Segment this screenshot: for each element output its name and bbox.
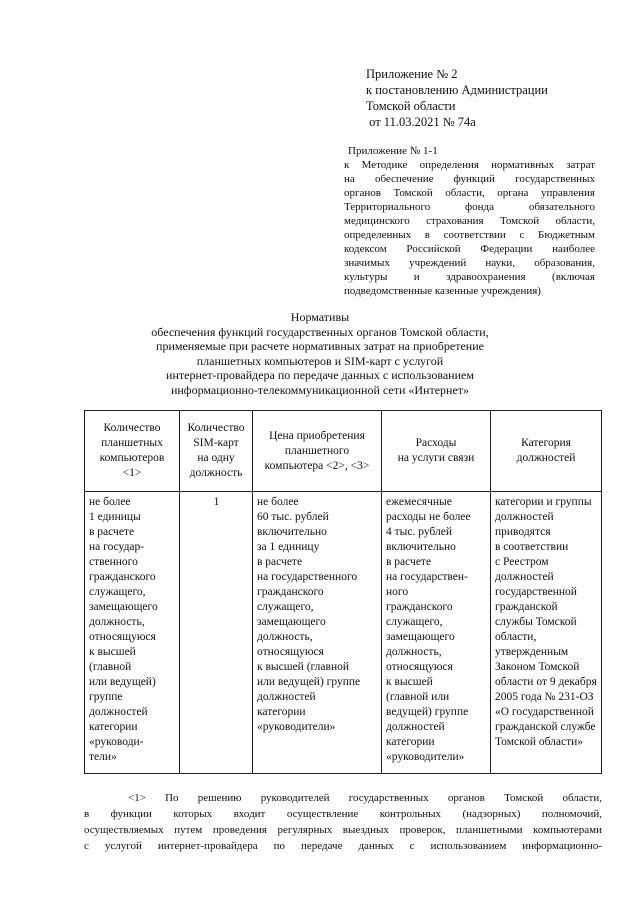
cell-line: «руководители» xyxy=(386,751,465,763)
header-communication-costs xyxy=(382,411,491,492)
cell-line: гражданского xyxy=(386,601,453,613)
header-line: компьютеров xyxy=(99,452,165,464)
header-sim-cards xyxy=(180,411,253,492)
cell-line: приводятся xyxy=(495,526,551,538)
footnote-line: в функции которых входит осуществление контрольных (надзорных) полномочий, xyxy=(84,808,602,820)
footnote-line: осуществляемых путем проведения регулярных выездных проверок, планшетными компьютерами xyxy=(84,824,602,836)
cell-line: области, xyxy=(495,631,537,643)
table-row xyxy=(85,492,602,774)
appendix-1-1-line: подведомственные казенные учреждения) xyxy=(344,285,541,297)
cell-line: 60 тыс. рублей xyxy=(257,511,329,523)
cell-line: государственной xyxy=(495,586,577,598)
cell-line: Законом Томской xyxy=(495,661,580,673)
appendix-1-1-line: Территориального фонда обязательного xyxy=(344,201,595,213)
header-line: компьютера <2>, <3> xyxy=(264,459,370,472)
cell-line: не более xyxy=(257,496,299,508)
cell-line: ведущей) группе xyxy=(386,706,469,718)
cell-line: относящуюся xyxy=(89,631,156,643)
cell-line: служащего, xyxy=(386,616,443,628)
cell-line: к высшей (главной xyxy=(257,661,350,673)
footnote-line: с услугой интернет-провайдера по передаче данных с использованием информационно- xyxy=(84,840,602,852)
header-line: должностей xyxy=(516,452,576,464)
cell-line: утвержденным xyxy=(495,646,569,658)
cell-line: «руководители» xyxy=(257,721,336,733)
cell-tablets xyxy=(85,492,180,774)
appendix-1-1-line: на обеспечение функций государственных xyxy=(344,173,595,185)
appendix-2-line: к постановлению Администрации xyxy=(366,83,548,97)
header-position-category xyxy=(491,411,602,492)
header-line: Расходы xyxy=(415,437,457,449)
cell-line: ежемесячные xyxy=(386,496,452,508)
cell-line: группе xyxy=(89,691,123,703)
header-price xyxy=(253,411,382,492)
cell-position-category xyxy=(491,492,602,774)
appendix-1-1-line: определенных в соответствии с Бюджетным xyxy=(344,229,595,241)
cell-line: в расчете xyxy=(386,556,432,568)
appendix-1-1-title: Приложение № 1-1 xyxy=(348,145,438,157)
cell-line: гражданского xyxy=(257,586,324,598)
cell-line: не более xyxy=(89,496,131,508)
document-title xyxy=(100,310,540,397)
header-line: планшетного xyxy=(284,444,350,457)
table-header-row xyxy=(85,411,602,492)
cell-line: или ведущей) xyxy=(89,676,156,688)
cell-line: «руководи- xyxy=(89,736,144,748)
cell-price xyxy=(253,492,382,774)
cell-line: в расчете xyxy=(89,526,135,538)
cell-line: должностей xyxy=(257,691,316,703)
cell-line: должность, xyxy=(386,646,442,658)
cell-line: к высшей xyxy=(89,646,136,658)
cell-line: категории xyxy=(386,736,435,748)
title-line: интернет-провайдера по передаче данных с использованием xyxy=(166,368,474,382)
appendix-1-1-line: органов Томской области, органа управления xyxy=(344,187,595,199)
cell-line: (главной xyxy=(89,661,132,673)
appendix-2-header xyxy=(366,66,548,130)
header-line: на одну xyxy=(197,452,235,464)
header-line: на услуги связи xyxy=(397,452,475,464)
header-line: <1> xyxy=(122,467,142,479)
title-line: обеспечения функций государственных органов Томской области, xyxy=(151,324,489,339)
cell-line: за 1 единицу xyxy=(257,541,320,553)
title-line: информационно-телекоммуникационной сети «Интернет» xyxy=(170,382,470,397)
appendix-1-1-line: медицинского страхования Томской области, xyxy=(344,215,595,227)
cell-line: в расчете xyxy=(257,556,303,568)
cell-line: должностей xyxy=(495,511,554,523)
cell-line: Томской области» xyxy=(495,736,584,748)
header-line: Количество xyxy=(103,422,161,434)
cell-line: относящуюся xyxy=(257,646,324,658)
header-line: SIM-карт xyxy=(193,437,239,449)
cell-line: на государственного xyxy=(257,571,358,583)
title-line: Нормативы xyxy=(290,310,350,324)
cell-line: гражданского xyxy=(89,571,156,583)
cell-line: служащего, xyxy=(89,586,146,598)
appendix-1-1-line: кодексом Российской Федерации наиболее xyxy=(344,243,595,255)
cell-line: включительно xyxy=(257,526,327,538)
appendix-2-line: Томской области xyxy=(366,99,456,113)
cell-line: в соответствии xyxy=(495,541,569,553)
cell-line: гражданской xyxy=(495,601,558,613)
cell-line: службы Томской xyxy=(495,616,577,628)
cell-line: с Реестром xyxy=(495,556,549,568)
appendix-1-1-line: культуры и здравоохранения (включая xyxy=(344,271,595,283)
cell-line: включительно xyxy=(386,541,456,553)
header-line: Категория xyxy=(521,437,571,449)
cell-line: должностей xyxy=(495,571,554,583)
appendix-1-1-header xyxy=(344,144,595,298)
cell-line: служащего, xyxy=(257,601,314,613)
footnote xyxy=(84,790,602,854)
cell-line: 4 тыс. рублей xyxy=(386,526,452,538)
title-line: планшетных компьютеров и SIM-карт с услугой xyxy=(196,353,444,368)
header-line: должность xyxy=(189,467,243,479)
cell-line: должностей xyxy=(386,721,445,733)
appendix-2-line: Приложение № 2 xyxy=(366,67,458,81)
cell-line: 2005 года № 231-ОЗ xyxy=(495,691,594,703)
cell-line: ственного xyxy=(89,556,138,568)
cell-line: расходы не более xyxy=(386,511,471,523)
cell-line: (главной или xyxy=(386,691,450,703)
cell-line: к высшей xyxy=(386,676,433,688)
cell-line: категории и группы xyxy=(495,496,592,508)
cell-line: области от 9 декабря xyxy=(495,676,597,688)
cell-line: или ведущей) группе xyxy=(257,676,361,688)
cell-line: тели» xyxy=(89,751,117,763)
cell-line: должность, xyxy=(257,631,313,643)
cell-line: на государ- xyxy=(89,541,145,553)
appendix-1-1-line: к Методике определения нормативных затрат xyxy=(344,159,595,171)
cell-line: замещающего xyxy=(386,631,455,643)
norms-table xyxy=(84,410,602,774)
footnote-line: <1> По решению руководителей государственных органов Томской области, xyxy=(128,792,602,804)
cell-line: должностей xyxy=(89,706,148,718)
cell-line: должность, xyxy=(89,616,145,628)
cell-line: 1 xyxy=(213,496,220,508)
header-line: Количество xyxy=(187,422,245,434)
appendix-2-line: от 11.03.2021 № 74а xyxy=(366,115,476,129)
header-line: планшетных xyxy=(101,437,163,449)
cell-line: ного xyxy=(386,586,409,598)
title-line: применяемые при расчете нормативных затрат на приобретение xyxy=(156,339,484,353)
cell-communication-costs xyxy=(382,492,491,774)
cell-line: относящуюся xyxy=(386,661,453,673)
cell-line: 1 единицы xyxy=(89,511,141,523)
cell-line: гражданской службе xyxy=(495,721,596,733)
cell-line: «О государственной xyxy=(495,706,594,718)
cell-line: на государствен- xyxy=(386,571,468,583)
cell-line: категории xyxy=(89,721,138,733)
cell-line: замещающего xyxy=(89,601,158,613)
cell-line: категории xyxy=(257,706,306,718)
header-line: Цена приобретения xyxy=(269,429,365,442)
cell-sim-cards xyxy=(180,492,253,774)
cell-line: замещающего xyxy=(257,616,326,628)
header-tablets xyxy=(85,411,180,492)
appendix-1-1-line: значимых учреждений науки, образования, xyxy=(344,257,595,269)
